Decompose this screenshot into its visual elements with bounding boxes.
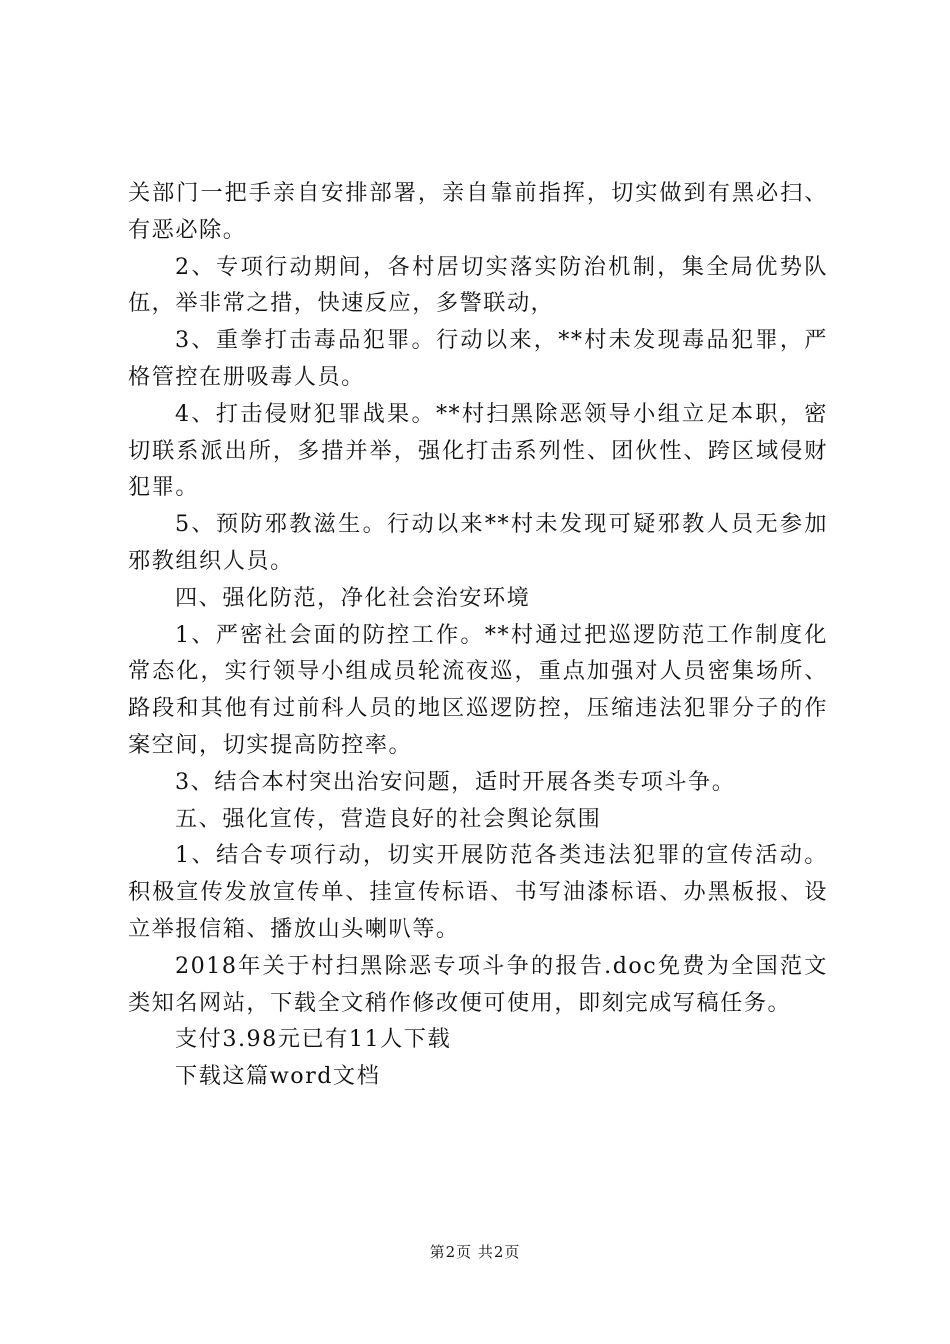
paragraph-site-notice: 2018年关于村扫黑除恶专项斗争的报告.doc免费为全国范文类知名网站，下载全文稍作修改便可使用，即刻完成写稿任务。 <box>128 952 828 1016</box>
paragraph-item-3: 3、重拳打击毒品犯罪。行动以来，**村未发现毒品犯罪，严格管控在册吸毒人员。 <box>128 327 828 390</box>
payment-download-info[interactable]: 支付3.98元已有11人下载 <box>175 1026 452 1053</box>
section-heading-5: 五、强化宣传，营造良好的社会舆论氛围 <box>175 805 602 832</box>
paragraph-section5-item-1: 1、结合专项行动，切实开展防范各类违法犯罪的宣传活动。积极宣传发放宣传单、挂宣传标语、书写油漆标语、办黑板报、设立举报信箱、播放山头喇叭等。 <box>128 842 828 942</box>
paragraph-section4-item-3: 3、结合本村突出治安问题，适时开展各类专项斗争。 <box>175 768 736 795</box>
page-number-footer: 第2页 共2页 <box>429 1243 521 1261</box>
paragraph-item-4: 4、打击侵财犯罪战果。**村扫黑除恶领导小组立足本职，密切联系派出所，多措并举，强化打击系列性、团伙性、跨区域侵财犯罪。 <box>128 400 828 501</box>
section-heading-4: 四、强化防范，净化社会治安环境 <box>175 584 531 611</box>
paragraph-item-2: 2、专项行动期间，各村居切实落实防治机制，集全局优势队伍，举非常之措，快速反应，多警联动， <box>128 253 828 317</box>
paragraph-continuation: 关部门一把手亲自安排部署，亲自靠前指挥，切实做到有黑必扫、有恶必除。 <box>128 180 828 243</box>
document-body <box>128 175 828 1095</box>
download-word-link[interactable]: 下载这篇word文档 <box>175 1063 381 1090</box>
paragraph-item-5: 5、预防邪教滋生。行动以来**村未发现可疑邪教人员无参加邪教组织人员。 <box>128 511 828 574</box>
paragraph-section4-item-1: 1、严密社会面的防控工作。**村通过把巡逻防范工作制度化常态化，实行领导小组成员轮流夜巡，重点加强对人员密集场所、路段和其他有过前科人员的地区巡逻防控，压缩违法犯罪分子的作案空间，切实提高防控率。 <box>128 621 828 758</box>
